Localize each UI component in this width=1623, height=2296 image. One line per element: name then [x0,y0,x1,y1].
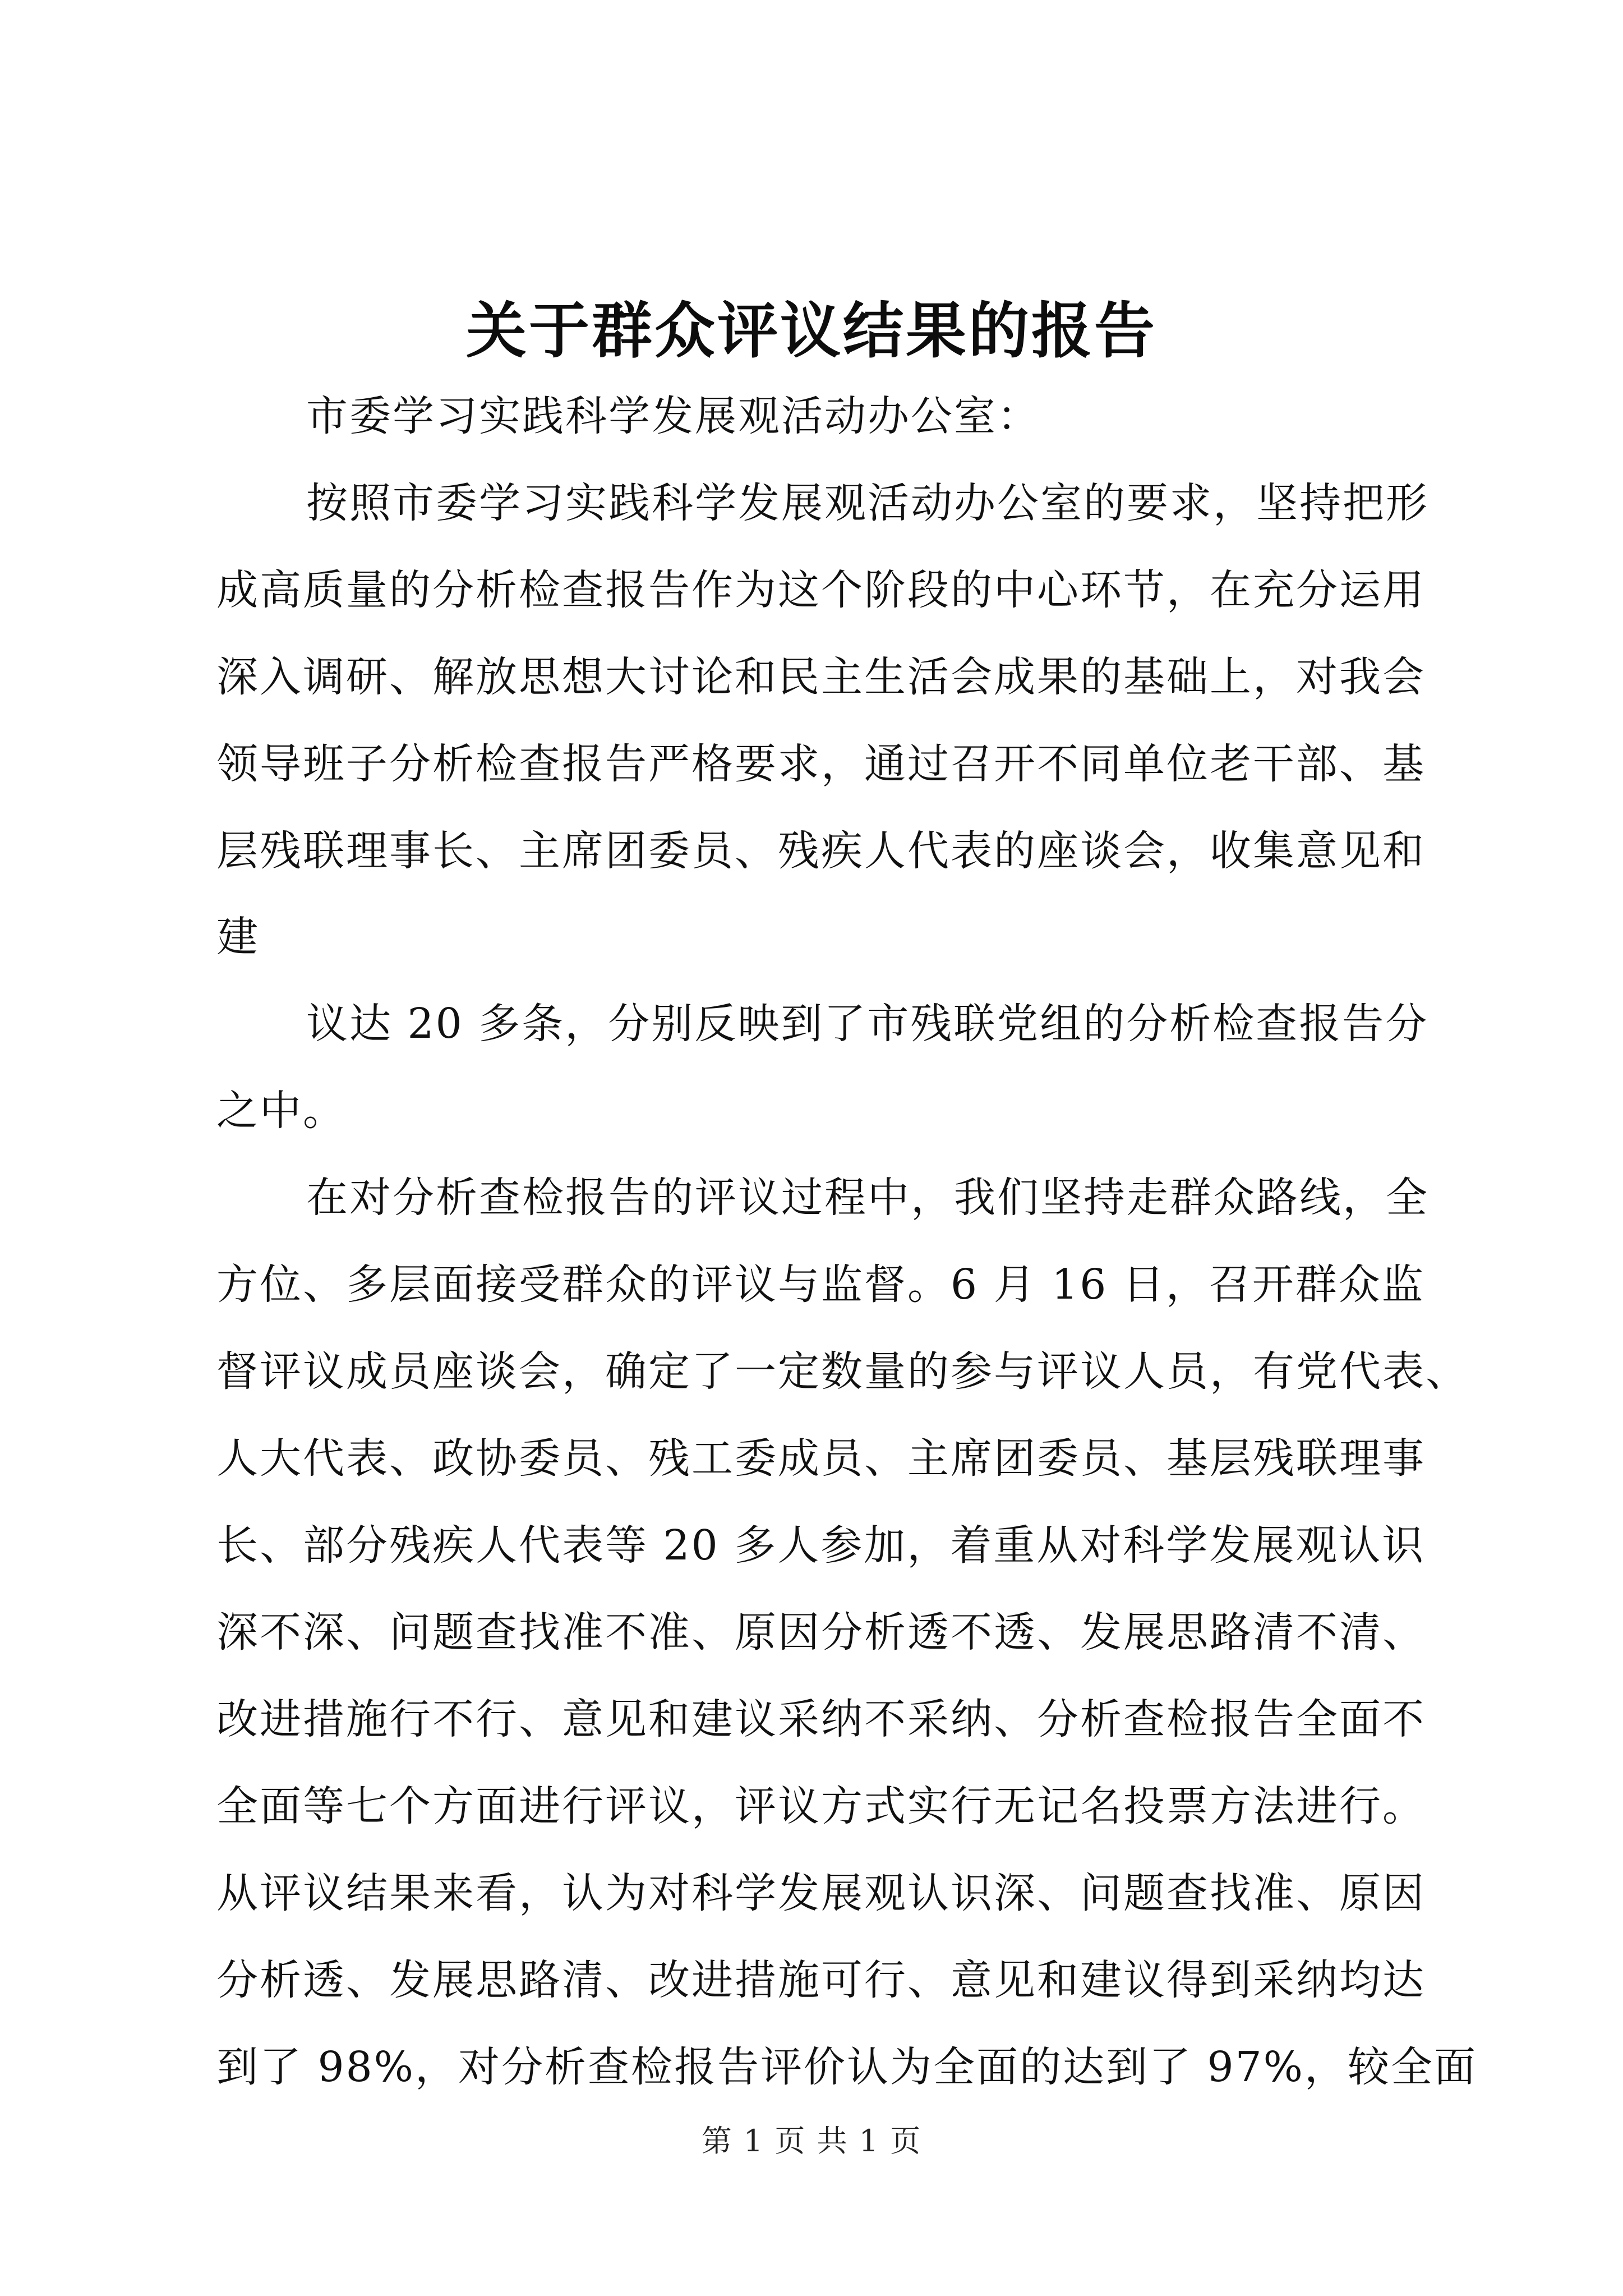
paragraph-line: 深入调研、解放思想大讨论和民主生活会成果的基础上，对我会 [216,653,1426,701]
paragraph-line: 人大代表、政协委员、残工委成员、主席团委员、基层残联理事 [216,1434,1426,1483]
paragraph-line: 建 [216,913,260,961]
paragraph-line: 从评议结果来看，认为对科学发展观认识深、问题查找准、原因 [216,1869,1426,1917]
page-number-footer: 第 1 页 共 1 页 [701,2123,922,2159]
paragraph-line: 成高质量的分析检查报告作为这个阶段的中心环节，在充分运用 [216,566,1426,614]
paragraph-line: 深不深、问题查找准不准、原因分析透不透、发展思路清不清、 [216,1608,1426,1657]
paragraph-line: 议达 20 多条，分别反映到了市残联党组的分析检查报告分 [306,1000,1429,1048]
paragraph-line: 在对分析查检报告的评议过程中，我们坚持走群众路线，全 [306,1174,1429,1222]
paragraph-line: 方位、多层面接受群众的评议与监督。6 月 16 日，召开群众监 [216,1260,1425,1309]
paragraph-line: 全面等七个方面进行评议，评议方式实行无记名投票方法进行。 [216,1782,1426,1830]
paragraph-line: 领导班子分析检查报告严格要求，通过召开不同单位老干部、基 [216,740,1426,788]
document-title: 关于群众评议结果的报告 [465,296,1157,366]
paragraph-line: 按照市委学习实践科学发展观活动办公室的要求，坚持把形 [306,479,1429,527]
salutation-line: 市委学习实践科学发展观活动办公室： [306,392,1040,440]
paragraph-line: 督评议成员座谈会，确定了一定数量的参与评议人员，有党代表、 [216,1347,1469,1396]
paragraph-line: 改进措施行不行、意见和建议采纳不采纳、分析查检报告全面不 [216,1695,1426,1743]
paragraph-line: 分析透、发展思路清、改进措施可行、意见和建议得到采纳均达 [216,1956,1426,2004]
paragraph-line: 到了 98%，对分析查检报告评价认为全面的达到了 97%，较全面 [216,2043,1477,2091]
paragraph-line: 层残联理事长、主席团委员、残疾人代表的座谈会，收集意见和 [216,827,1426,875]
paragraph-line: 之中。 [216,1087,346,1135]
paragraph-line: 长、部分残疾人代表等 20 多人参加，着重从对科学发展观认识 [216,1521,1426,1570]
